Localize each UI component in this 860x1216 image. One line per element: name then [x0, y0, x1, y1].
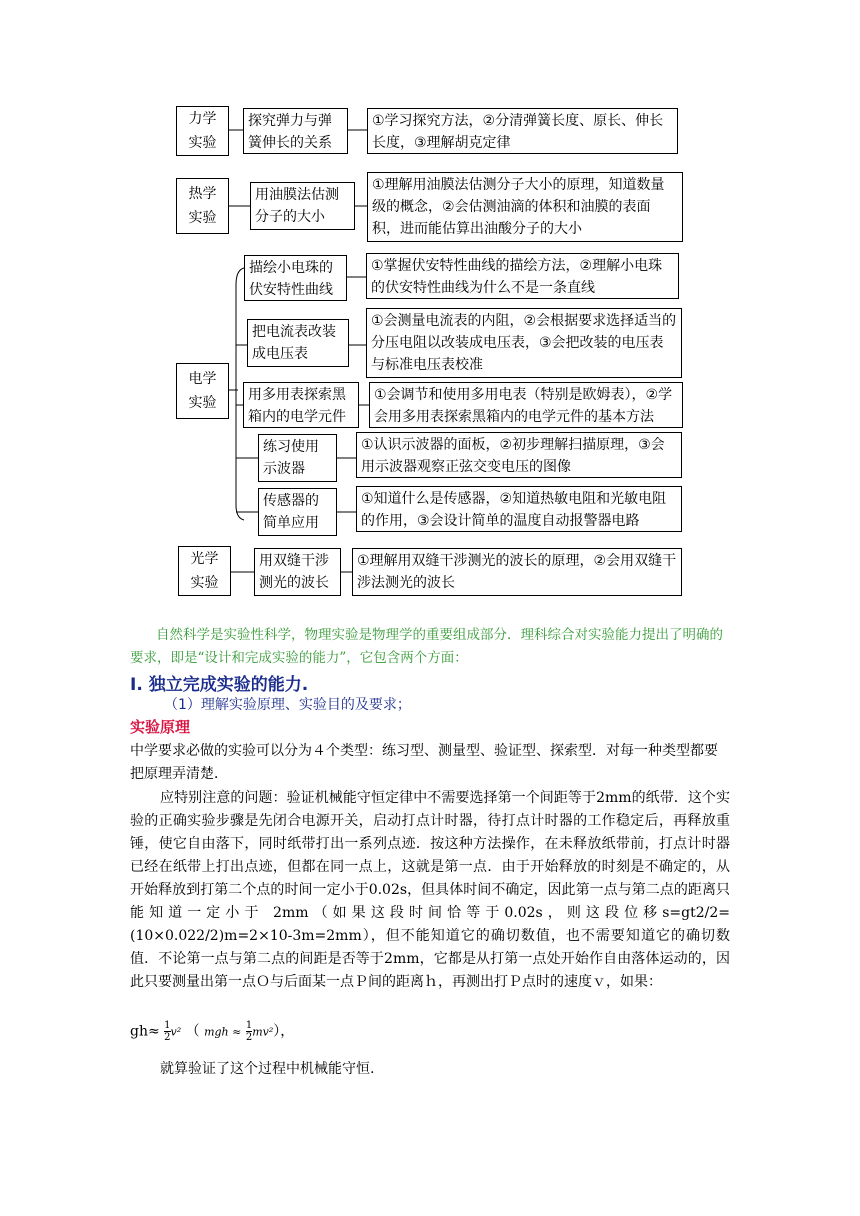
formula-paren-close: ）， — [273, 1023, 295, 1040]
experiment-electric-3: 用多用表探索黑箱内的电学元件 — [243, 382, 359, 428]
requirement-optics: ①理解用双缝干涉测光的波长的原理，②会用双缝干涉法测光的波长 — [352, 548, 682, 596]
experiment-electric-2: 把电流表改装成电压表 — [247, 319, 349, 367]
requirement-electric-4: ①认识示波器的面板，②初步理解扫描原理，③会用示波器观察正弦交变电压的图像 — [356, 432, 682, 478]
experiment-electric-4: 练习使用示波器 — [258, 434, 337, 482]
experiment-thermal: 用油膜法估测分子的大小 — [250, 182, 355, 230]
category-thermal: 热学 实验 — [176, 178, 229, 234]
category-optics: 光学 实验 — [178, 546, 231, 596]
experiment-optics: 用双缝干涉测光的波长 — [254, 548, 341, 596]
section-heading: Ⅰ. 独立完成实验的能力. — [130, 675, 309, 695]
requirement-electric-2: ①会测量电流表的内阻，②会根据要求选择适当的分压电阻以改装成电压表，③会把改装的电压表与标准电压表校准 — [366, 308, 682, 378]
conclusion-paragraph: 就算验证了这个过程中机械能守恒. — [160, 1061, 375, 1077]
requirement-electric-5: ①知道什么是传感器，②知道热敏电阻和光敏电阻的作用，③会设计简单的温度自动报警器电路 — [356, 486, 682, 532]
fraction-half: $\frac{1}{2}$ — [164, 1020, 171, 1043]
formula-lead: gh≈ — [130, 1023, 160, 1040]
v-squared: v² — [170, 1025, 182, 1039]
category-mechanics: 力学 实验 — [176, 106, 229, 156]
subsection-heading: （1）理解实验原理、实验目的及要求； — [164, 697, 411, 713]
formula-paren-open: （ — [185, 1023, 200, 1040]
requirement-electric-1: ①掌握伏安特性曲线的描绘方法，②理解小电珠的伏安特性曲线为什么不是一条直线 — [366, 253, 679, 299]
fraction-half-2: $\frac{1}{2}$ — [245, 1020, 253, 1043]
requirement-electric-3: ①会调节和使用多用电表（特别是欧姆表），②学会用多用表探索黑箱内的电学元件的基本方法 — [369, 382, 683, 428]
experiment-mechanics: 探究弹力与弹簧伸长的关系 — [243, 108, 348, 154]
section-label: 实验原理 — [130, 718, 191, 736]
category-electric: 电学 实验 — [176, 363, 229, 419]
requirement-mechanics: ①学习探究方法，②分清弹簧长度、原长、伸长长度，③理解胡克定律 — [367, 108, 678, 154]
requirement-thermal: ①理解用油膜法估测分子大小的原理，知道数量级的概念，②会估测油滴的体积和油膜的表面积，进而能估算出油酸分子的大小 — [367, 172, 683, 242]
paragraph-notes: 应特别注意的问题：验证机械能守恒定律中不需要选择第一个间距等于2mm的纸带．这个实验的正确实验步骤是先闭合电源开关，启动打点计时器，待打点计时器的工作稳定后，再释放重锤，使它自由落下，同时纸带打出一系列点迹．按这种方法操作，在未释放纸带前，打点计时器已经在纸带上打出点迹，但都在同一点上，这就是第一点．由于开始释放的时刻是不确定的，从开始释放到打第二个点的时间一定小于0.02s，但具体时间不确定，因此第一点与第二点的距离只能知道一定小于 2mm（如果这段时间恰等于0.02s，则这段位移s=gt2/2=(10×0.022/2)m=2×10-3m=2mm），但不能知道它的确切数值，也不需要知道它的确切数值．不论第一点与第二点的间距是否等于2mm，它都是从打第一点处开始作自由落体运动的，因此只要测量出第一点Ｏ与后面某一点Ｐ间的距离ｈ，再测出打Ｐ点时的速度ｖ，如果： — [130, 790, 730, 990]
intro-paragraph: 自然科学是实验性科学，物理实验是物理学的重要组成部分．理科综合对实验能力提出了明确的要求，即是“设计和完成实验的能力”，它包含两个方面： — [130, 627, 723, 666]
experiment-electric-5: 传感器的简单应用 — [258, 488, 337, 536]
paragraph-types: 中学要求必做的实验可以分为４个类型：练习型、测量型、验证型、探索型．对每一种类型都要把原理弄清楚． — [130, 743, 718, 782]
formula-line — [130, 1020, 730, 1050]
experiment-electric-1: 描绘小电珠的伏安特性曲线 — [244, 255, 347, 301]
formula-mgh: mgh ≈ — [204, 1025, 242, 1039]
mv-squared: mv² — [252, 1025, 274, 1039]
